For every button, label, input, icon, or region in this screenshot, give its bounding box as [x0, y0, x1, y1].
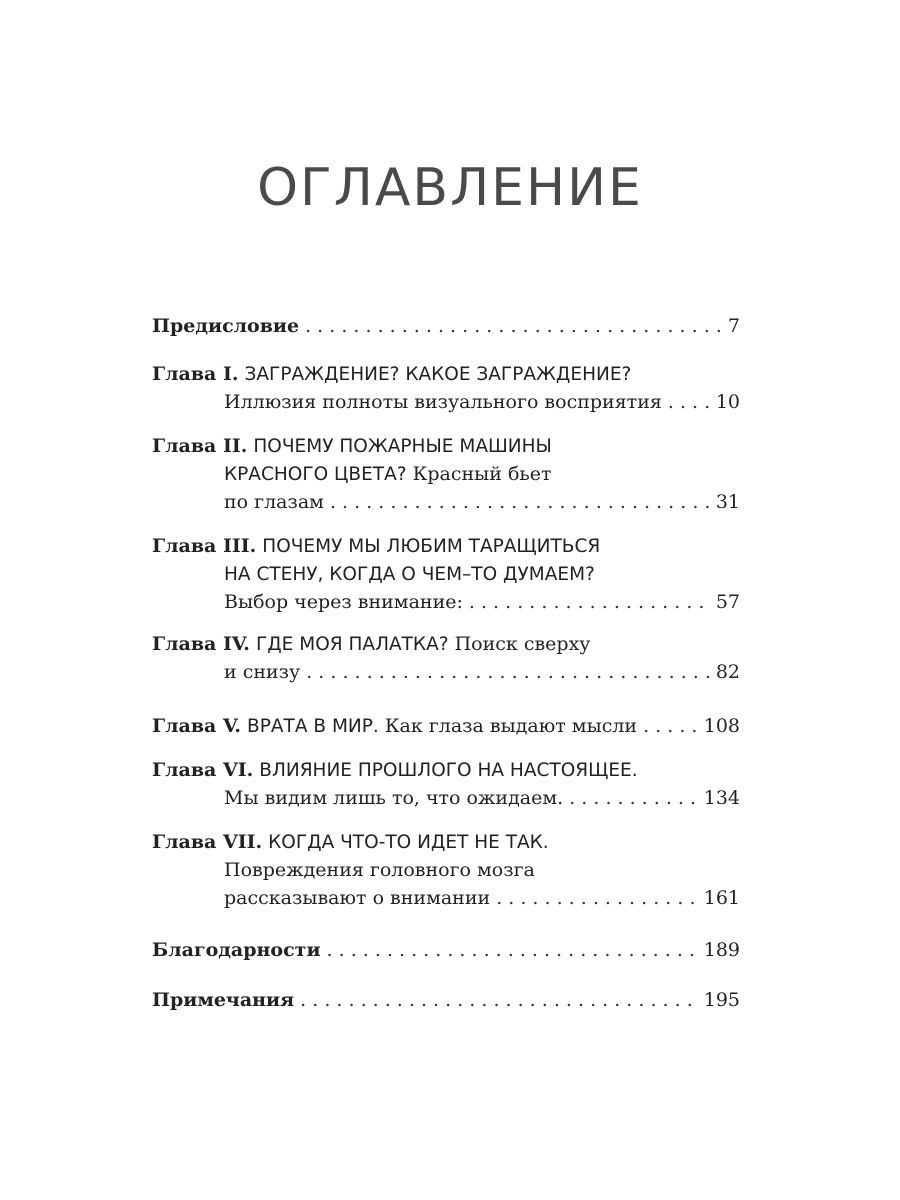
dot-leader	[469, 588, 712, 616]
page-number: 195	[703, 989, 740, 1011]
dot-leader	[327, 936, 700, 964]
chapter-subtitle: Повреждения головного мозга	[224, 859, 535, 881]
chapter-title: ЗАГРАЖДЕНИЕ? КАКОЕ ЗАГРАЖДЕНИЕ?	[244, 364, 632, 385]
chapter-title: ПОЧЕМУ МЫ ЛЮБИМ ТАРАЩИТЬСЯ	[262, 536, 601, 557]
dot-leader	[300, 986, 700, 1014]
page-number: 57	[715, 591, 740, 613]
dot-leader	[643, 712, 700, 740]
chapter-label: Глава VI.	[152, 759, 254, 781]
page-title: ОГЛАВЛЕНИЕ	[257, 158, 643, 218]
chapter-subtitle: Поиск сверху	[454, 633, 591, 655]
chapter-title-continued: НА СТЕНУ, КОГДА О ЧЕМ–ТО ДУМАЕМ?	[224, 564, 595, 585]
dot-leader	[668, 388, 712, 416]
notes-label: Примечания	[152, 989, 295, 1011]
page-number: 108	[703, 715, 740, 737]
page-number: 134	[703, 787, 740, 809]
page-number: 161	[703, 887, 740, 909]
chapter-title-continued: КРАСНОГО ЦВЕТА?	[224, 464, 407, 485]
dot-leader	[330, 488, 712, 516]
chapter-title: КОГДА ЧТО-ТО ИДЕТ НЕ ТАК.	[268, 832, 549, 853]
page-number: 31	[715, 491, 740, 513]
chapter-label: Глава VII.	[152, 831, 263, 853]
chapter-title: ПОЧЕМУ ПОЖАРНЫЕ МАШИНЫ	[253, 436, 552, 457]
chapter-subtitle: Как глаза выдают мысли	[384, 715, 638, 737]
chapter-title: ВРАТА В МИР.	[247, 716, 379, 737]
chapter-label: Глава IV.	[152, 633, 250, 655]
chapter-label: Глава I.	[152, 363, 239, 385]
chapter-label: Глава III.	[152, 535, 257, 557]
chapter-subtitle-continued: и снизу	[224, 661, 301, 683]
chapter-subtitle: Красный бьет	[412, 463, 552, 485]
chapter-subtitle: Иллюзия полноты визуального восприятия	[224, 391, 662, 413]
chapter-label: Глава V.	[152, 715, 241, 737]
dot-leader	[306, 658, 712, 686]
chapter-label: Глава II.	[152, 435, 248, 457]
page-number: 7	[727, 315, 740, 337]
chapter-title: ГДЕ МОЯ ПАЛАТКА?	[255, 634, 449, 655]
dot-leader	[305, 312, 724, 340]
page-number: 82	[715, 661, 740, 683]
page-number: 10	[715, 391, 740, 413]
page-number: 189	[703, 939, 740, 961]
acknowledgements-label: Благодарности	[152, 939, 321, 961]
chapter-subtitle-continued: рассказывают о внимании	[224, 887, 491, 909]
chapter-title: ВЛИЯНИЕ ПРОШЛОГО НА НАСТОЯЩЕЕ.	[259, 760, 638, 781]
chapter-subtitle: Выбор через внимание:	[224, 591, 463, 613]
dot-leader	[496, 884, 700, 912]
preface-label: Предисловие	[152, 315, 300, 337]
chapter-subtitle: Мы видим лишь то, что ожидаем.	[224, 787, 564, 809]
dot-leader	[569, 784, 700, 812]
chapter-subtitle-continued: по глазам	[224, 491, 324, 513]
